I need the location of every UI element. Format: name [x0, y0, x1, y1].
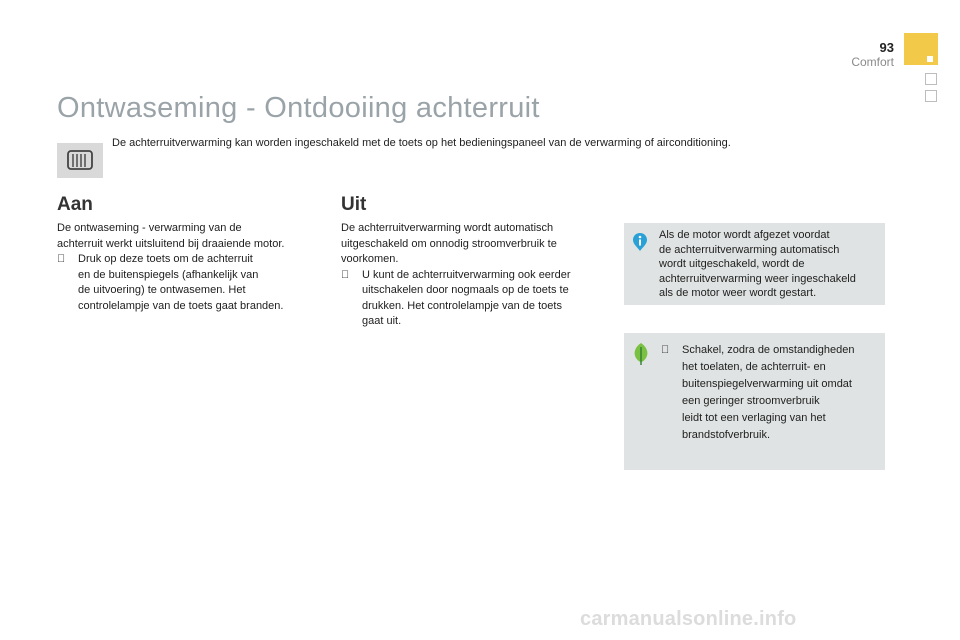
- intro-text: De achterruitverwarming kan worden ingeschakeld met de toets op het bedieningspaneel van de verwarming of airconditioning.: [112, 137, 731, 149]
- eco-leaf-icon: [632, 342, 650, 371]
- aan-bullet-line: en de buitenspiegels (afhankelijk van: [78, 268, 259, 281]
- section-name: Comfort: [851, 55, 894, 69]
- eco-note: [624, 333, 885, 470]
- eco-bullet-item: [661, 342, 902, 444]
- aan-bullet-line: controlelampje van de toets gaat branden.: [78, 299, 284, 312]
- page-title: Ontwaseming - Ontdooiing achterruit: [57, 92, 540, 124]
- bullet-arrow: [57, 252, 65, 268]
- uit-heading: Uit: [341, 194, 367, 215]
- section-tab[interactable]: [925, 90, 937, 102]
- info-icon: [632, 232, 648, 257]
- eco-line: het toelaten, de achterruit- en: [682, 361, 826, 373]
- info-line: Als de motor wordt afgezet voordat: [659, 229, 830, 241]
- info-line: wordt uitgeschakeld, wordt de: [659, 258, 805, 270]
- aan-line: achterruit werkt uitsluitend bij draaiende motor.: [57, 237, 285, 250]
- section-tab[interactable]: [925, 73, 937, 85]
- aan-bullet-item: [57, 252, 325, 314]
- uit-bullet-line: gaat uit.: [362, 315, 402, 327]
- bullet-arrow: [341, 268, 349, 284]
- uit-line: uitgeschakeld om onnodig stroomverbruik te: [341, 237, 557, 250]
- eco-line: leidt tot een verlaging van het: [682, 412, 826, 424]
- info-note: [624, 223, 885, 305]
- eco-line: een geringer stroomverbruik: [682, 395, 820, 407]
- uit-bullet-line: U kunt de achterruitverwarming ook eerder: [362, 268, 571, 281]
- aan-bullet-line: Druk op deze toets om de achterruit: [78, 253, 253, 265]
- uit-line: De achterruitverwarming wordt automatisch: [341, 222, 554, 234]
- info-line: achterruitverwarming weer ingeschakeld: [659, 272, 856, 285]
- info-line: de achterruitverwarming automatisch: [659, 243, 840, 256]
- uit-bullet-item: [341, 268, 611, 330]
- eco-line: buitenspiegelverwarming uit omdat: [682, 378, 852, 390]
- eco-line: brandstofverbruik.: [682, 429, 771, 441]
- uit-line: voorkomen.: [341, 253, 399, 265]
- uit-section: [341, 221, 611, 330]
- bullet-arrow: [661, 342, 669, 359]
- rear-window-defrost-icon: [57, 143, 103, 178]
- tab-marker: [927, 56, 933, 62]
- info-line: als de motor weer wordt gestart.: [659, 287, 817, 299]
- uit-bullet-line: drukken. Het controlelampje van de toets: [362, 299, 562, 312]
- page-number: 93: [879, 40, 894, 55]
- aan-section: [57, 221, 325, 314]
- section-tab-active[interactable]: [904, 33, 938, 65]
- aan-bullet-line: de uitvoering) te ontwasemen. Het: [78, 284, 246, 296]
- uit-bullet-line: uitschakelen door nogmaals op de toets te: [362, 284, 569, 296]
- watermark: carmanualsonline.info: [580, 608, 797, 630]
- aan-line: De ontwaseming - verwarming van de: [57, 222, 242, 234]
- aan-heading: Aan: [57, 194, 93, 215]
- info-text: [659, 228, 883, 301]
- eco-line: Schakel, zodra de omstandigheden: [682, 344, 855, 356]
